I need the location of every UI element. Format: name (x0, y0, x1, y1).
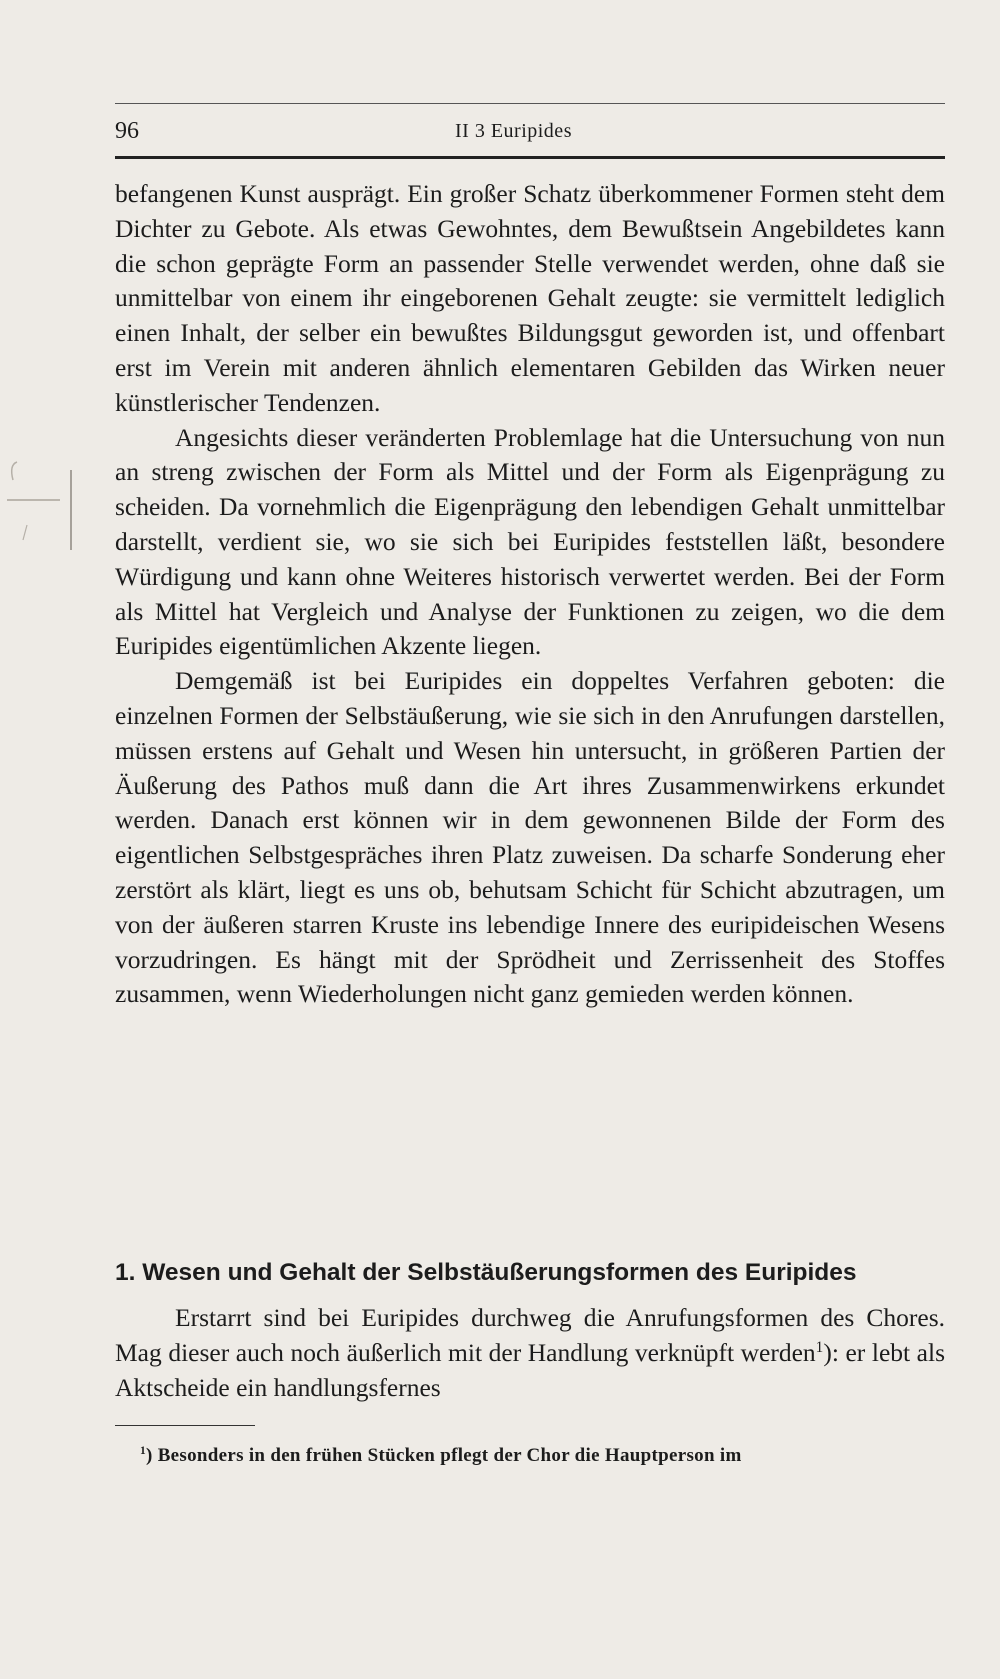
running-title: II 3 Euripides (455, 120, 572, 142)
footnote (140, 1442, 945, 1470)
paragraph: Angesichts dieser veränderten Problemlage hat die Untersuchung von nun an streng zwischen der Form als Mittel und der Form als Eigenprägung zu scheiden. Da vornehmlich die Eigenprägung den lebendigen Gehalt unmittelbar darstellt, verdient sie, wo sie sich bei Euripides feststellen läßt, besondere Würdigung und kann ohne Weiteres historisch verwertet werden. Bei der Form als Mittel hat Vergleich und Analyse der Funktionen zu zeigen, wo die dem Euripides eigentümlichen Akzente liegen. (115, 422, 945, 661)
page-number: 96 (115, 118, 139, 144)
paragraph: befangenen Kunst ausprägt. Ein großer Schatz überkommener Formen steht dem Dichter zu Gebote. Als etwas Gewohntes, dem Bewußtsein Angebildetes kann die schon geprägte Form an passender Stelle verwendet werden, ohne daß sie unmittelbar von einem ihr eingeborenen Gehalt zeugte: sie vermittelt lediglich einen Inhalt, der selber ein bewußtes Bildungsgut geworden ist, und offenbart erst im Verein mit anderen ähnlich elementaren Gebilden das Wirken neuer künstlerischer Tendenzen. (115, 179, 945, 417)
footnote-reference[interactable]: 1 (815, 1338, 824, 1356)
section-heading: 1. Wesen und Gehalt der Selbstäußerungsformen des Euripides (115, 1259, 857, 1286)
footnote-text: Besonders in den frühen Stücken pflegt der Chor die Hauptperson im (152, 1445, 742, 1466)
footnote-marker: 1 (140, 1445, 146, 1458)
footnote-rule (115, 1425, 255, 1426)
header-rule (115, 156, 945, 159)
pencil-margin-mark (5, 460, 75, 570)
top-rule (115, 103, 945, 104)
main-text (115, 177, 945, 1012)
paragraph (115, 1301, 945, 1405)
paragraph-text: ): er lebt als Aktscheide ein handlungsfernes (115, 1337, 945, 1402)
paragraph: Demgemäß ist bei Euripides ein doppeltes Verfahren geboten: die einzelnen Formen der Selbstäußerung, wie sie sich in den Anrufungen darstellen, müssen erstens auf Gehalt und Wesen hin untersucht, in größeren Partien der Äußerung des Pathos muß dann die Art ihres Zusammenwirkens erkundet werden. Danach erst können wir in dem gewonnenen Bilde der Form des eigentlichen Selbstgespräches ihren Platz zuweisen. Da scharfe Sonderung eher zerstört als klärt, liegt es uns ob, behutsam Schicht für Schicht abzutragen, um von der äußeren starren Kruste ins lebendige Innere des euripideischen Wesens vorzudringen. Es hängt mit der Sprödheit und Zerrissenheit des Stoffes zusammen, wenn Wiederholungen nicht ganz gemieden werden können. (115, 666, 945, 1009)
paragraph-text: Erstarrt sind bei Euripides durchweg die Anrufungsformen des Chores. Mag dieser auch noch äußerlich mit der Handlung verknüpft werden (115, 1303, 945, 1367)
section-text (115, 1301, 945, 1405)
footnote-marker-paren: ) (146, 1445, 153, 1466)
running-head (115, 112, 945, 146)
